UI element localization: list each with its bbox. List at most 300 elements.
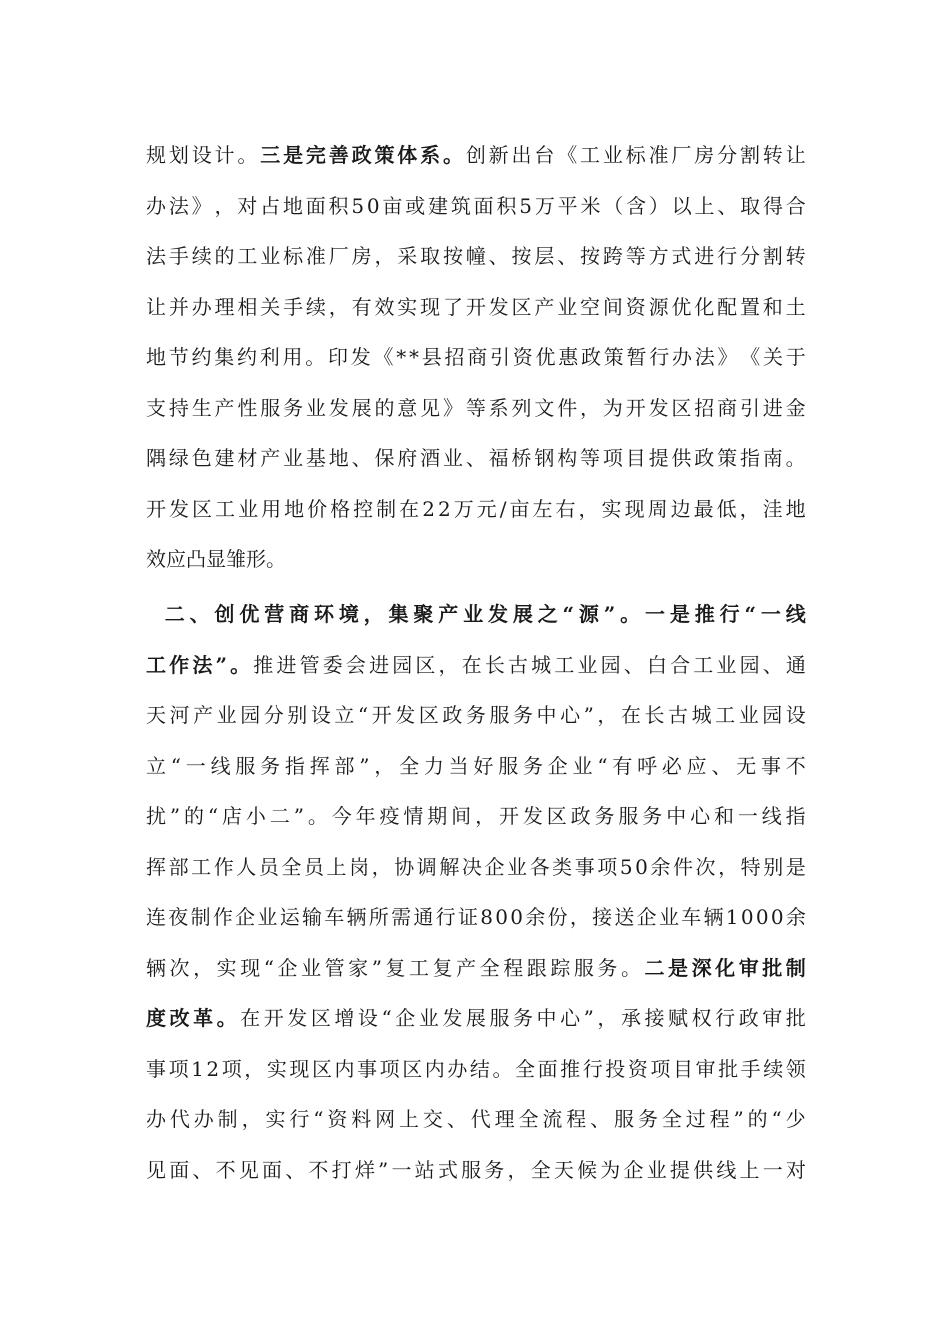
body-char: 空 xyxy=(580,294,601,319)
body-char: 5 xyxy=(619,854,633,879)
body-char: 复 xyxy=(432,955,453,980)
body-char: 全 xyxy=(661,1107,682,1131)
body-char: 厂 xyxy=(328,244,349,268)
body-char: 全 xyxy=(479,955,500,980)
body-char: 务 xyxy=(260,753,281,778)
body-char: 料 xyxy=(351,1107,372,1131)
body-char: 目 xyxy=(672,1056,693,1081)
body-char: 现 xyxy=(624,496,645,521)
body-char: 代 xyxy=(169,1107,190,1131)
body-char: 工 xyxy=(554,652,575,677)
body-char: 转 xyxy=(762,143,783,167)
body-char: 。 xyxy=(237,143,258,167)
body-char: 解 xyxy=(439,854,460,879)
body-char: 审 xyxy=(695,1056,716,1081)
body-char: 设 xyxy=(310,703,331,727)
body-char: 一 xyxy=(391,1157,412,1182)
body-char: 会 xyxy=(345,652,366,677)
body-char: 发 xyxy=(350,345,371,369)
body-char: 管 xyxy=(324,955,345,980)
body-char: ” xyxy=(583,703,594,727)
bold-heading-char: 制 xyxy=(785,955,806,980)
bold-heading-char: 集 xyxy=(388,602,409,626)
body-char: 区 xyxy=(402,1056,423,1081)
body-char: 线 xyxy=(761,804,782,828)
body-char: 转 xyxy=(785,244,806,268)
body-char: 企 xyxy=(623,1157,644,1182)
body-char: 余 xyxy=(650,854,671,879)
bold-heading-char: 。 xyxy=(216,1006,237,1030)
body-char: 企 xyxy=(395,1006,416,1030)
body-char: 土 xyxy=(785,294,806,319)
text-line xyxy=(146,690,806,741)
body-char: 网 xyxy=(375,1107,396,1131)
body-char: 必 xyxy=(661,753,682,778)
body-char: 等 xyxy=(580,446,601,470)
body-char: 协 xyxy=(394,854,415,879)
body-char: 2 xyxy=(437,496,451,521)
body-char: 企 xyxy=(235,905,256,929)
bold-heading-char: 创 xyxy=(214,602,235,626)
bold-heading-char: 深 xyxy=(691,955,712,980)
body-char: 积 xyxy=(328,193,349,218)
body-char: 洼 xyxy=(762,496,783,521)
body-char: 代 xyxy=(470,1107,491,1131)
body-char: 接 xyxy=(592,905,613,929)
body-char: 增 xyxy=(334,1006,355,1030)
body-char: 指 xyxy=(785,804,806,828)
bold-heading-char: 一 xyxy=(760,602,781,626)
text-line xyxy=(146,332,806,383)
body-char: 务 xyxy=(465,703,486,727)
body-char: 商 xyxy=(467,345,488,369)
body-char: 见 xyxy=(420,395,441,420)
body-char: 踪 xyxy=(550,955,571,980)
bold-heading-char: 发 xyxy=(487,602,508,626)
body-char: 委 xyxy=(322,652,343,677)
body-char: 》 xyxy=(442,395,463,420)
body-char: “ xyxy=(597,753,608,778)
bold-heading-char: 行 xyxy=(719,602,740,626)
bold-heading-char: 度 xyxy=(146,1006,166,1030)
body-char: 办 xyxy=(193,1107,214,1131)
body-char: ” xyxy=(733,1107,744,1131)
body-char: 对 xyxy=(237,193,258,218)
body-char: 区 xyxy=(311,1056,332,1081)
body-char: 行 xyxy=(649,345,670,369)
body-char: 式 xyxy=(437,1157,458,1182)
body-char: 不 xyxy=(785,753,806,778)
body-char: 资 xyxy=(512,345,533,369)
body-char: 上 xyxy=(694,193,715,218)
body-char: 事 xyxy=(357,1056,378,1081)
body-char: ， xyxy=(371,854,392,879)
body-char: 设 xyxy=(191,143,212,167)
body-char: 隅 xyxy=(146,446,166,470)
text-line xyxy=(146,484,806,535)
body-char: 业 xyxy=(577,652,598,677)
body-char: 份 xyxy=(547,905,568,929)
body-char: 显 xyxy=(206,547,226,571)
body-char: 引 xyxy=(490,345,510,369)
body-char: 辆 xyxy=(146,955,166,980)
body-char: ， xyxy=(438,652,459,677)
body-char: 好 xyxy=(473,753,494,778)
body-char: 价 xyxy=(307,496,328,521)
text-line xyxy=(146,130,806,181)
body-char: 心 xyxy=(560,703,581,727)
text-line xyxy=(146,589,806,640)
body-char: 产 xyxy=(260,446,281,470)
body-char: 事 xyxy=(761,753,782,778)
body-char: ， xyxy=(193,955,214,980)
text-line xyxy=(146,181,806,232)
body-char: 列 xyxy=(511,395,532,420)
body-char: 系 xyxy=(488,395,509,420)
body-char: 推 xyxy=(253,652,274,677)
body-char: 实 xyxy=(266,1056,287,1081)
bold-heading-char: 二 xyxy=(164,602,185,626)
body-char: 源 xyxy=(648,294,669,319)
body-char: 夜 xyxy=(168,905,189,929)
body-char: ” xyxy=(378,1157,389,1182)
body-char: 占 xyxy=(260,193,281,218)
body-char: 实 xyxy=(265,1107,286,1131)
body-char: 通 xyxy=(785,652,806,677)
body-char: 跟 xyxy=(526,955,547,980)
body-char: 类 xyxy=(552,854,573,879)
body-char: 右 xyxy=(555,496,576,521)
bold-heading-char: 商 xyxy=(289,602,310,626)
body-char: ” xyxy=(293,804,304,828)
bold-heading-char: 审 xyxy=(738,955,759,980)
body-char: 输 xyxy=(301,905,322,929)
body-char: 指 xyxy=(739,446,760,470)
body-char: 手 xyxy=(168,244,189,268)
body-char: 、 xyxy=(590,1107,611,1131)
body-char: 、 xyxy=(285,1157,306,1182)
bold-heading-char: 工 xyxy=(146,652,166,677)
text-line xyxy=(146,741,806,792)
body-char: ， xyxy=(739,496,760,521)
bold-heading-char: 。 xyxy=(230,652,251,677)
body-char: 的 xyxy=(214,244,235,268)
body-char: 割 xyxy=(762,244,783,268)
body-char: 材 xyxy=(237,446,258,470)
body-char: 车 xyxy=(324,905,345,929)
body-char: 连 xyxy=(146,905,166,929)
body-char: 0 xyxy=(755,905,769,929)
body-char: 全 xyxy=(399,753,420,778)
bold-heading-char: 改 xyxy=(169,1006,190,1030)
body-char: 惠 xyxy=(558,345,579,369)
body-char: 用 xyxy=(282,345,303,369)
body-char: 取 xyxy=(420,244,441,268)
body-char: 文 xyxy=(534,395,555,420)
body-char: 特 xyxy=(740,854,761,879)
body-char: 进 xyxy=(276,652,297,677)
body-char: 支 xyxy=(146,395,166,420)
body-char: 服 xyxy=(618,804,639,828)
body-char: 工 xyxy=(215,496,236,521)
text-line xyxy=(146,993,806,1044)
bold-heading-char: 策 xyxy=(374,143,395,167)
body-char: 。 xyxy=(620,955,641,980)
bold-heading-char: 是 xyxy=(668,955,689,980)
body-char: 一 xyxy=(737,804,758,828)
body-char: 开 xyxy=(465,294,486,319)
body-char: 产 xyxy=(214,395,235,420)
body-char: 次 xyxy=(169,955,190,980)
body-char: 绿 xyxy=(168,446,189,470)
body-char: 管 xyxy=(299,652,320,677)
body-char: 、 xyxy=(717,193,738,218)
body-char: 在 xyxy=(461,652,482,677)
bold-heading-char: 线 xyxy=(785,602,806,626)
body-char: 实 xyxy=(601,496,622,521)
body-char: 间 xyxy=(602,294,623,319)
body-char: 接 xyxy=(644,1006,665,1030)
body-char: 制 xyxy=(190,905,211,929)
body-char: 项 xyxy=(597,854,618,879)
body-char: 节 xyxy=(168,345,189,369)
body-char: 程 xyxy=(709,1107,730,1131)
body-char: 招 xyxy=(694,395,715,420)
body-char: 约 xyxy=(237,345,257,369)
body-char: 部 xyxy=(168,854,189,879)
body-char: 效 xyxy=(146,547,166,571)
body-char: 周 xyxy=(647,496,668,521)
bold-heading-char: 业 xyxy=(463,602,484,626)
text-line xyxy=(146,282,806,333)
body-char: 年 xyxy=(355,804,376,828)
body-char: 进 xyxy=(369,652,390,677)
bold-heading-char: 是 xyxy=(669,602,690,626)
body-char: 得 xyxy=(762,193,783,218)
bold-heading-char: 三 xyxy=(260,143,281,167)
body-char: 雏 xyxy=(226,547,246,571)
body-char: 小 xyxy=(245,804,266,828)
body-char: 呼 xyxy=(637,753,658,778)
body-char: 项 xyxy=(602,446,623,470)
body-char: 引 xyxy=(739,395,760,420)
body-char: 发 xyxy=(328,395,349,420)
bold-heading-char: ” xyxy=(215,652,227,677)
body-char: ” xyxy=(169,804,181,828)
body-char: ， xyxy=(475,804,496,828)
body-char: 证 xyxy=(457,905,478,929)
body-char: 家 xyxy=(348,955,369,980)
body-char: 制 xyxy=(376,496,397,521)
body-char: 政 xyxy=(738,1006,759,1030)
body-char: 心 xyxy=(690,804,711,828)
body-char: 结 xyxy=(469,1056,490,1081)
body-char: 上 xyxy=(326,854,347,879)
body-char: 含 xyxy=(626,193,647,218)
body-char: 办 xyxy=(672,345,692,369)
body-char: ） xyxy=(648,193,669,218)
body-char: 台 xyxy=(534,143,555,167)
body-char: 开 xyxy=(625,395,646,420)
body-char: 园 xyxy=(600,652,621,677)
body-char: 区 xyxy=(418,703,439,727)
paragraph-policy-system xyxy=(146,130,806,585)
body-char: 办 xyxy=(191,294,212,319)
body-char: 5 xyxy=(351,193,365,218)
body-char: 厂 xyxy=(671,143,692,167)
body-char: 供 xyxy=(671,446,692,470)
body-char: 、 xyxy=(623,652,644,677)
bold-heading-char: 产 xyxy=(438,602,459,626)
body-char: 推 xyxy=(560,1056,581,1081)
body-char: 按 xyxy=(580,244,601,268)
body-char: 商 xyxy=(717,395,738,420)
bold-heading-char: 二 xyxy=(644,955,665,980)
body-char: 开 xyxy=(263,1006,284,1030)
body-char: 项 xyxy=(221,1056,242,1081)
text-line xyxy=(146,842,806,893)
body-char: 一 xyxy=(185,753,206,778)
bold-heading-char: 作 xyxy=(169,652,190,677)
body-char: ， xyxy=(580,395,601,420)
body-char: 应 xyxy=(686,753,707,778)
body-char: 服 xyxy=(461,1157,482,1182)
body-char: 现 xyxy=(289,1056,310,1081)
body-char: 等 xyxy=(465,395,486,420)
body-char: 工 xyxy=(580,143,601,167)
bold-heading-char: 是 xyxy=(283,143,304,167)
body-char: 行 xyxy=(717,244,738,268)
body-char: 实 xyxy=(216,955,237,980)
body-char: 等 xyxy=(625,244,646,268)
bold-heading-char: “ xyxy=(744,602,756,626)
body-char: 疫 xyxy=(379,804,400,828)
body-char: 提 xyxy=(648,446,669,470)
body-char: 边 xyxy=(670,496,691,521)
body-char: 次 xyxy=(695,854,716,879)
body-char: 有 xyxy=(612,753,633,778)
body-char: 线 xyxy=(716,1157,737,1182)
body-char: 0 xyxy=(635,854,648,879)
body-char: 区 xyxy=(546,804,567,828)
body-char: 工 xyxy=(191,854,212,879)
body-char: 别 xyxy=(763,854,784,879)
body-char: 企 xyxy=(484,854,505,879)
body-char: 服 xyxy=(489,1006,510,1030)
body-char: 业 xyxy=(257,905,278,929)
body-char: 辆 xyxy=(346,905,367,929)
body-char: 领 xyxy=(785,1056,806,1081)
body-char: 中 xyxy=(536,703,557,727)
body-char: 工 xyxy=(237,244,258,268)
body-char: 面 xyxy=(169,1157,190,1182)
body-char: 务 xyxy=(597,955,618,980)
body-char: 辆 xyxy=(703,905,724,929)
body-char: 建 xyxy=(428,193,449,218)
body-char: 事 xyxy=(574,854,595,879)
body-char: 区 xyxy=(415,652,436,677)
body-char: 保 xyxy=(374,446,395,470)
body-char: 城 xyxy=(531,652,552,677)
body-char: 元 xyxy=(476,496,497,521)
text-line xyxy=(146,791,806,842)
body-char: 化 xyxy=(694,294,715,319)
body-char: 事 xyxy=(146,1056,166,1081)
body-char: 店 xyxy=(222,804,243,828)
body-char: 形 xyxy=(246,547,266,571)
body-char: 园 xyxy=(739,652,760,677)
body-char: 约 xyxy=(191,345,212,369)
body-char: 基 xyxy=(305,446,326,470)
bold-heading-char: 。 xyxy=(442,143,463,167)
body-char: 别 xyxy=(287,703,308,727)
body-char: 工 xyxy=(409,955,430,980)
body-char: 法 xyxy=(168,193,189,218)
body-char: / xyxy=(499,496,507,521)
body-char: 的 xyxy=(374,395,395,420)
body-char: 、 xyxy=(762,652,783,677)
body-char: 车 xyxy=(681,905,702,929)
body-char: 运 xyxy=(279,905,300,929)
body-char: 控 xyxy=(353,496,374,521)
body-char: 0 xyxy=(495,905,508,929)
body-char: 亩 xyxy=(382,193,403,218)
body-char: 需 xyxy=(391,905,412,929)
body-char: 展 xyxy=(465,1006,486,1030)
body-char: 在 xyxy=(620,703,641,727)
body-char: 资 xyxy=(627,1056,648,1081)
body-char: ， xyxy=(569,905,590,929)
body-char: 展 xyxy=(351,395,372,420)
body-char: 情 xyxy=(403,804,424,828)
body-char: 划 xyxy=(168,143,189,167)
body-char: 务 xyxy=(637,1107,658,1131)
body-char: 、 xyxy=(465,446,486,470)
body-char: 现 xyxy=(240,955,261,980)
bold-heading-char: 聚 xyxy=(413,602,434,626)
body-char: 让 xyxy=(785,143,806,167)
body-char: 长 xyxy=(484,652,505,677)
body-char: 并 xyxy=(168,294,189,319)
bold-heading-char: 政 xyxy=(351,143,372,167)
body-char: ， xyxy=(241,1107,262,1131)
body-char: 采 xyxy=(397,244,418,268)
body-char: * xyxy=(409,345,419,369)
body-char: 办 xyxy=(447,1056,468,1081)
body-char: 务 xyxy=(512,703,533,727)
body-char: 作 xyxy=(212,905,233,929)
body-char: 务 xyxy=(522,753,543,778)
body-char: 0 xyxy=(366,193,380,218)
body-char: 发 xyxy=(287,1006,308,1030)
text-line xyxy=(146,534,806,585)
body-char: 政 xyxy=(694,446,715,470)
body-char: 分 xyxy=(717,143,738,167)
body-char: 相 xyxy=(237,294,258,319)
body-char: 是 xyxy=(785,854,806,879)
body-char: 目 xyxy=(625,446,646,470)
body-char: 、 xyxy=(351,446,372,470)
body-char: 跨 xyxy=(602,244,623,268)
body-char: 《 xyxy=(373,345,394,369)
body-char: 中 xyxy=(666,804,687,828)
bold-heading-char: 展 xyxy=(512,602,533,626)
bold-heading-char: 源 xyxy=(578,602,599,626)
text-line xyxy=(146,433,806,484)
body-char: 现 xyxy=(420,294,441,319)
body-char: 今 xyxy=(331,804,352,828)
body-char: 复 xyxy=(385,955,406,980)
